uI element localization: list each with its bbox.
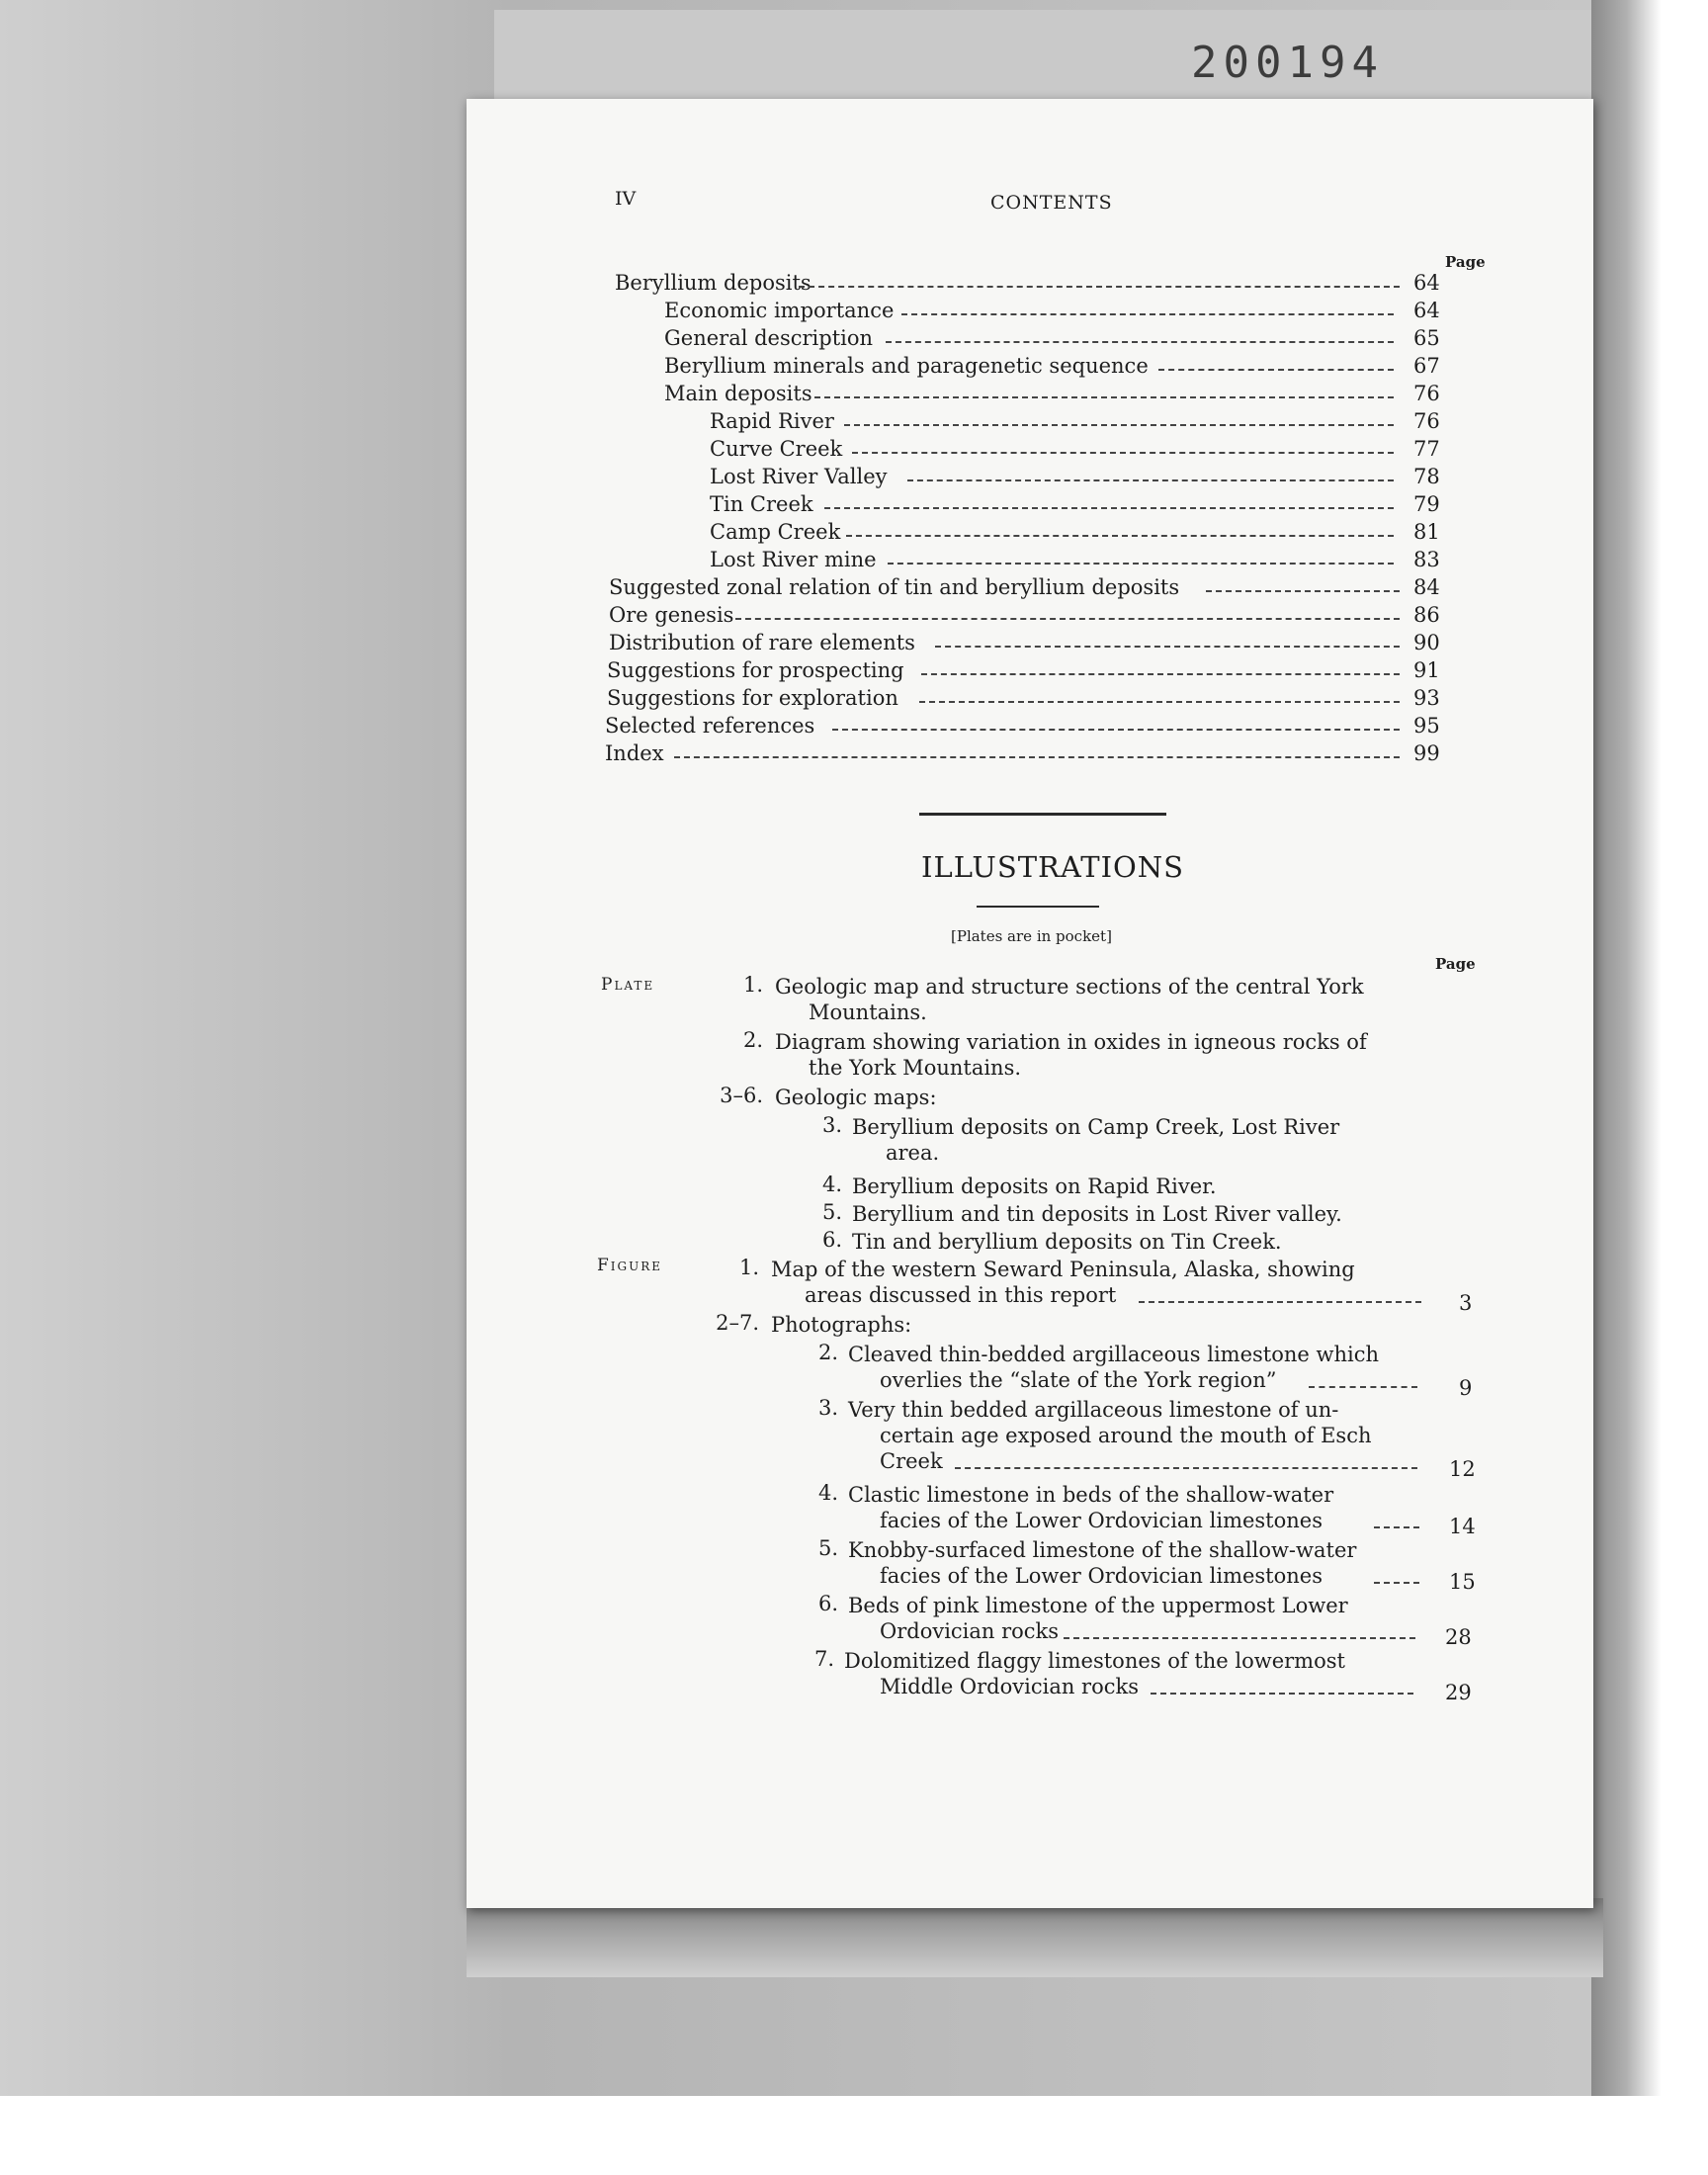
figure-line: areas discussed in this report [805, 1283, 1117, 1307]
plate-number: 1. [742, 973, 763, 997]
toc-leader [935, 646, 1400, 648]
toc-entry-label: Beryllium minerals and paragenetic sequence [664, 354, 1149, 378]
toc-entry-page: 76 [1413, 409, 1440, 433]
scan-right-edge [1591, 0, 1708, 2096]
figure-number: 4. [817, 1481, 838, 1505]
figure-line: Ordovician rocks [880, 1619, 1060, 1643]
toc-leader [846, 535, 1394, 537]
figure-label: Figure [597, 1256, 663, 1275]
title-underline [977, 906, 1099, 908]
toc-leader [735, 618, 1400, 620]
figure-number: 6. [817, 1592, 838, 1615]
toc-entry-label: Suggested zonal relation of tin and beryllium deposits [609, 575, 1180, 599]
folio: IV [615, 188, 637, 210]
toc-entry [609, 629, 1465, 656]
toc-entry-page: 65 [1413, 326, 1440, 350]
toc-entry [710, 463, 1465, 490]
toc-entry [710, 546, 1465, 573]
plate-number: 5. [821, 1200, 842, 1224]
toc-entry-page: 81 [1413, 520, 1440, 544]
figure-line: overlies the “slate of the York region” [880, 1368, 1277, 1392]
toc-entry [710, 518, 1465, 546]
section-divider [919, 813, 1166, 816]
toc-entry-label: Lost River mine [710, 548, 877, 571]
toc-leader [888, 563, 1394, 565]
plate-line: area. [886, 1141, 940, 1165]
plate-line: Geologic maps: [775, 1086, 937, 1109]
figure-number: 5. [817, 1536, 838, 1560]
plate-line: Mountains. [809, 1000, 927, 1024]
toc-entry-label: Rapid River [710, 409, 834, 433]
toc-entry-page: 99 [1413, 741, 1440, 765]
toc-entry [609, 601, 1465, 629]
figure-line: Photographs: [771, 1313, 912, 1337]
toc-entry [710, 435, 1465, 463]
toc-entry-label: Curve Creek [710, 437, 843, 461]
figure-page: 12 [1449, 1457, 1476, 1481]
toc-leader [886, 341, 1394, 343]
plate-number: 4. [821, 1173, 842, 1196]
toc-entry [664, 352, 1465, 380]
toc-entry-page: 86 [1413, 603, 1440, 627]
toc-leader [824, 507, 1394, 509]
toc-entry-label: Lost River Valley [710, 465, 888, 488]
plate-line: Geologic map and structure sections of the central York [775, 975, 1364, 999]
toc-entry-label: Distribution of rare elements [609, 631, 915, 654]
toc-leader [852, 452, 1394, 454]
toc-entry-page: 83 [1413, 548, 1440, 571]
toc-entry-label: Suggestions for exploration [607, 686, 898, 710]
toc-leader [1158, 369, 1394, 371]
plate-number: 2. [742, 1028, 763, 1052]
toc-entry-page: 77 [1413, 437, 1440, 461]
toc-entry-label: Selected references [605, 714, 815, 738]
toc-entry [664, 324, 1465, 352]
figure-line: Dolomitized flaggy limestones of the lowermost [844, 1649, 1345, 1673]
plates-note: [Plates are in pocket] [951, 927, 1112, 945]
toc-entry-page: 64 [1413, 299, 1440, 322]
figure-line: Very thin bedded argillaceous limestone of un- [848, 1398, 1339, 1422]
figure-leader [1374, 1582, 1419, 1584]
toc-entry [710, 407, 1465, 435]
figure-line: Clastic limestone in beds of the shallow-water [848, 1483, 1334, 1507]
figure-leader [1309, 1386, 1417, 1388]
figure-line: facies of the Lower Ordovician limestones [880, 1509, 1323, 1532]
toc-entry-label: Camp Creek [710, 520, 841, 544]
illustrations-page-header: Page [1435, 955, 1476, 973]
figure-page: 3 [1459, 1291, 1473, 1315]
plate-line: Beryllium deposits on Camp Creek, Lost River [852, 1115, 1340, 1139]
figure-line: Cleaved thin-bedded argillaceous limestone which [848, 1343, 1379, 1366]
toc-entry-page: 93 [1413, 686, 1440, 710]
toc-entry-label: General description [664, 326, 874, 350]
toc-page-header: Page [1445, 253, 1486, 271]
figure-line: Middle Ordovician rocks [880, 1675, 1139, 1698]
toc-entry-page: 84 [1413, 575, 1440, 599]
plate-line: Beryllium and tin deposits in Lost River valley. [852, 1202, 1342, 1226]
toc-entry-label: Index [605, 741, 664, 765]
figure-leader [955, 1467, 1417, 1469]
toc-entry [605, 712, 1465, 740]
toc-leader [832, 729, 1400, 731]
plate-label: Plate [601, 975, 655, 995]
illustrations-title: ILLUSTRATIONS [921, 850, 1185, 884]
plate-line: Tin and beryllium deposits on Tin Creek. [852, 1230, 1282, 1254]
figure-page: 14 [1449, 1515, 1476, 1538]
figure-number: 1. [738, 1256, 759, 1279]
toc-leader [1206, 590, 1400, 592]
plate-number: 3. [821, 1113, 842, 1137]
toc-leader [799, 286, 1400, 288]
figure-page: 28 [1445, 1625, 1472, 1649]
toc-leader [674, 756, 1400, 758]
figure-page: 29 [1445, 1681, 1472, 1704]
document-page [467, 99, 1593, 1908]
figure-leader [1151, 1693, 1413, 1695]
toc-entry [607, 684, 1465, 712]
plate-line: the York Mountains. [809, 1056, 1022, 1080]
plate-number: 6. [821, 1228, 842, 1252]
toc-entry-page: 91 [1413, 658, 1440, 682]
toc-entry-page: 76 [1413, 382, 1440, 405]
figure-number: 3. [817, 1396, 838, 1420]
toc-entry-page: 67 [1413, 354, 1440, 378]
toc-entry-label: Main deposits [664, 382, 812, 405]
toc-entry [609, 573, 1465, 601]
figure-line: Knobby-surfaced limestone of the shallow-water [848, 1538, 1357, 1562]
toc-leader [844, 424, 1394, 426]
toc-entry-label: Economic importance [664, 299, 895, 322]
toc-entry [605, 740, 1465, 767]
toc-entry [615, 269, 1465, 297]
toc-entry-page: 64 [1413, 271, 1440, 295]
figure-line: Map of the western Seward Peninsula, Alaska, showing [771, 1258, 1355, 1281]
toc-entry [710, 490, 1465, 518]
stamp-number: 200194 [1191, 38, 1384, 88]
plate-number: 3–6. [720, 1084, 763, 1107]
toc-entry [607, 656, 1465, 684]
toc-entry [664, 297, 1465, 324]
figure-line: Beds of pink limestone of the uppermost Lower [848, 1594, 1348, 1617]
figure-line: Creek [880, 1449, 943, 1473]
toc-leader [921, 673, 1400, 675]
toc-entry-label: Beryllium deposits [615, 271, 811, 295]
page-shadow [467, 1898, 1603, 1977]
figure-leader [1139, 1301, 1421, 1303]
toc-entry-label: Ore genesis [609, 603, 734, 627]
plate-line: Beryllium deposits on Rapid River. [852, 1174, 1217, 1198]
toc-entry-page: 90 [1413, 631, 1440, 654]
running-head: CONTENTS [990, 192, 1113, 214]
toc-entry-page: 95 [1413, 714, 1440, 738]
figure-leader [1064, 1637, 1415, 1639]
figure-line: certain age exposed around the mouth of Esch [880, 1424, 1372, 1447]
figure-number: 2–7. [716, 1311, 759, 1335]
toc-leader [814, 396, 1394, 398]
figure-line: facies of the Lower Ordovician limestones [880, 1564, 1323, 1588]
toc-leader [907, 479, 1394, 481]
toc-entry [664, 380, 1465, 407]
figure-page: 15 [1449, 1570, 1476, 1594]
figure-leader [1374, 1526, 1419, 1528]
toc-leader [901, 313, 1394, 315]
toc-entry-page: 78 [1413, 465, 1440, 488]
toc-entry-label: Suggestions for prospecting [607, 658, 904, 682]
toc-leader [919, 701, 1400, 703]
toc-entry-page: 79 [1413, 492, 1440, 516]
figure-number: 7. [813, 1647, 834, 1671]
plate-line: Diagram showing variation in oxides in igneous rocks of [775, 1030, 1367, 1054]
figure-number: 2. [817, 1341, 838, 1364]
toc-entry-label: Tin Creek [710, 492, 813, 516]
figure-page: 9 [1459, 1376, 1473, 1400]
